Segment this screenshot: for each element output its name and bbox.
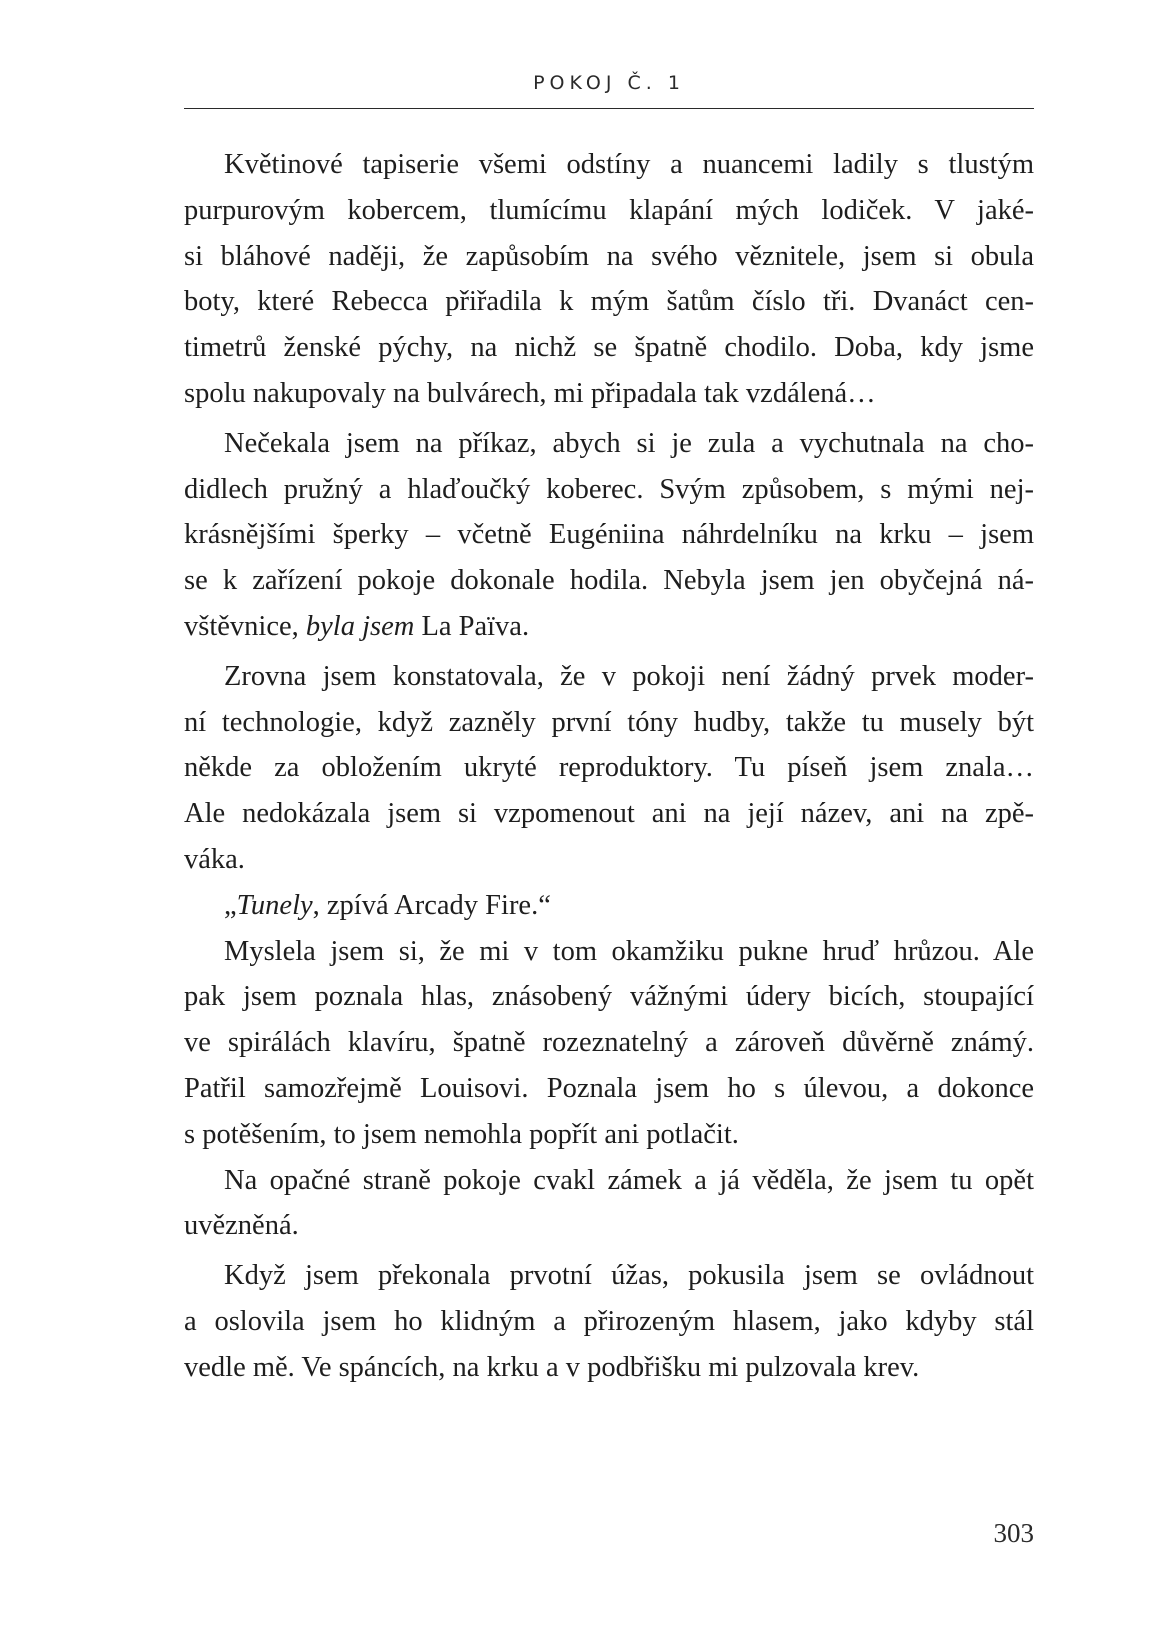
text-line: Nečekala jsem na příkaz, abych si je zula a vychutnala na cho- bbox=[224, 427, 1034, 459]
text-line: Když jsem překonala prvotní úžas, pokusila jsem se ovládnout bbox=[224, 1260, 1034, 1292]
text-line: uvězněná. bbox=[184, 1210, 299, 1242]
text-line: si bláhové naději, že zapůsobím na svého věznitele, jsem si obula bbox=[184, 240, 1034, 272]
page-number: 303 bbox=[993, 1518, 1034, 1548]
text-line: váka. bbox=[184, 843, 245, 875]
text-line: didlech pružný a hlaďoučký koberec. Svým způsobem, s mými nej- bbox=[184, 473, 1034, 505]
text-line: ní technologie, když zazněly první tóny hudby, takže tu musely být bbox=[184, 706, 1034, 738]
header-rule bbox=[184, 108, 1034, 109]
text-fragment: „ bbox=[224, 889, 237, 921]
text-line: boty, které Rebecca přiřadila k mým šatům číslo tři. Dvanáct cen- bbox=[184, 286, 1034, 318]
text-line: Patřil samozřejmě Louisovi. Poznala jsem ho s úlevou, a dokonce bbox=[184, 1072, 1034, 1104]
text-line: ve spirálách klavíru, špatně rozeznatelný a zároveň důvěrně známý. bbox=[184, 1027, 1034, 1059]
text-line: Květinové tapiserie všemi odstíny a nuancemi ladily s tlustým bbox=[224, 149, 1034, 180]
text-line: krásnějšími šperky – včetně Eugéniina náhrdelníku na krku – jsem bbox=[184, 519, 1034, 551]
text-fragment: , zpívá Arcady Fire.“ bbox=[312, 889, 551, 921]
body-text bbox=[184, 142, 1034, 1391]
text-fragment: vštěvnice, bbox=[184, 610, 306, 642]
text-line: se k zařízení pokoje dokonale hodila. Nebyla jsem jen obyčejná ná- bbox=[184, 565, 1034, 597]
text-fragment: La Païva. bbox=[414, 610, 530, 642]
text-line: pak jsem poznala hlas, znásobený vážnými údery bicích, stoupající bbox=[184, 981, 1034, 1013]
text-line bbox=[184, 883, 1034, 929]
text-line: Myslela jsem si, že mi v tom okamžiku pukne hruď hrůzou. Ale bbox=[224, 935, 1034, 967]
text-line: někde za obložením ukryté reproduktory. Tu píseň jsem znala… bbox=[184, 752, 1034, 784]
running-head: POKOJ Č. 1 bbox=[533, 72, 685, 94]
text-line: purpurovým kobercem, tlumícímu klapání mých lodiček. V jaké- bbox=[184, 194, 1034, 226]
italic-text: byla jsem bbox=[305, 610, 415, 642]
text-line: spolu nakupovaly na bulvárech, mi připadala tak vzdálená… bbox=[184, 377, 876, 409]
text-line: timetrů ženské pýchy, na nichž se špatně chodilo. Doba, kdy jsme bbox=[184, 332, 1034, 364]
text-line: Na opačné straně pokoje cvakl zámek a já věděla, že jsem tu opět bbox=[224, 1164, 1034, 1196]
text-line: vedle mě. Ve spáncích, na krku a v podbřišku mi pulzovala krev. bbox=[184, 1351, 920, 1383]
text-line: s potěšením, to jsem nemohla popřít ani potlačit. bbox=[184, 1118, 739, 1150]
text-line: a oslovila jsem ho klidným a přirozeným hlasem, jako kdyby stál bbox=[184, 1305, 1034, 1337]
italic-text: Tunely bbox=[236, 889, 313, 921]
text-line: Zrovna jsem konstatovala, že v pokoji není žádný prvek moder- bbox=[224, 660, 1034, 692]
text-line bbox=[184, 604, 1034, 650]
text-line: Ale nedokázala jsem si vzpomenout ani na její název, ani na zpě- bbox=[184, 798, 1034, 830]
